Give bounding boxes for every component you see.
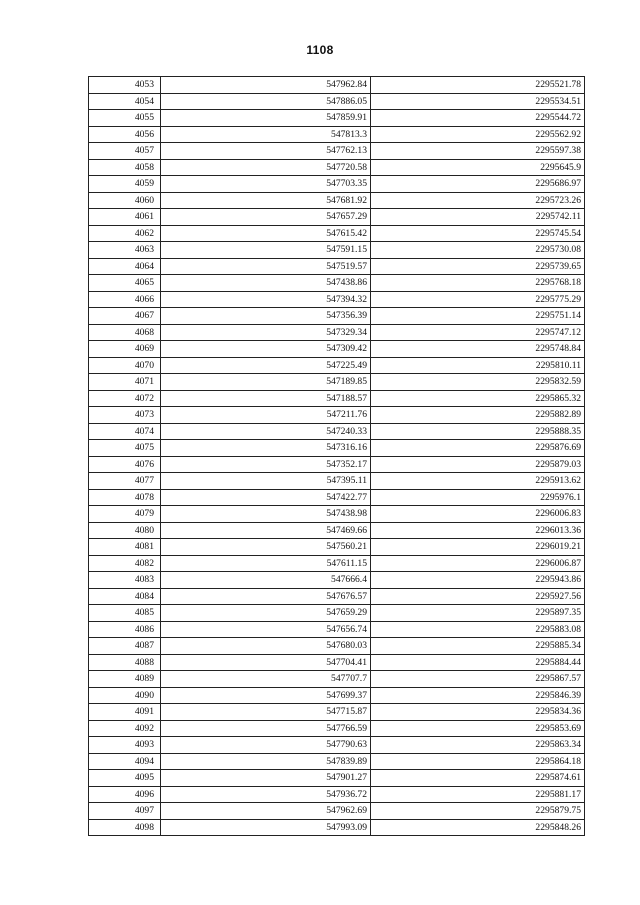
point-number-cell: 4082 bbox=[89, 555, 161, 572]
point-number-cell: 4060 bbox=[89, 192, 161, 209]
y-coordinate-cell: 2295686.97 bbox=[371, 176, 585, 193]
x-coordinate-cell: 547469.66 bbox=[161, 522, 371, 539]
y-coordinate-cell: 2295521.78 bbox=[371, 77, 585, 94]
y-coordinate-cell: 2295832.59 bbox=[371, 374, 585, 391]
point-number-cell: 4053 bbox=[89, 77, 161, 94]
y-coordinate-cell: 2295913.62 bbox=[371, 473, 585, 490]
y-coordinate-cell: 2295562.92 bbox=[371, 126, 585, 143]
x-coordinate-cell: 547680.03 bbox=[161, 638, 371, 655]
y-coordinate-cell: 2295865.32 bbox=[371, 390, 585, 407]
table-row bbox=[89, 803, 585, 820]
x-coordinate-cell: 547438.98 bbox=[161, 506, 371, 523]
x-coordinate-cell: 547790.63 bbox=[161, 737, 371, 754]
y-coordinate-cell: 2295879.03 bbox=[371, 456, 585, 473]
x-coordinate-cell: 547656.74 bbox=[161, 621, 371, 638]
x-coordinate-cell: 547189.85 bbox=[161, 374, 371, 391]
table-row bbox=[89, 753, 585, 770]
x-coordinate-cell: 547519.57 bbox=[161, 258, 371, 275]
point-number-cell: 4081 bbox=[89, 539, 161, 556]
x-coordinate-cell: 547936.72 bbox=[161, 786, 371, 803]
table-row bbox=[89, 539, 585, 556]
table-row bbox=[89, 126, 585, 143]
x-coordinate-cell: 547356.39 bbox=[161, 308, 371, 325]
table-row bbox=[89, 110, 585, 127]
table-row bbox=[89, 93, 585, 110]
y-coordinate-cell: 2295927.56 bbox=[371, 588, 585, 605]
table-row bbox=[89, 621, 585, 638]
point-number-cell: 4098 bbox=[89, 819, 161, 836]
x-coordinate-cell: 547901.27 bbox=[161, 770, 371, 787]
point-number-cell: 4083 bbox=[89, 572, 161, 589]
point-number-cell: 4085 bbox=[89, 605, 161, 622]
point-number-cell: 4056 bbox=[89, 126, 161, 143]
table-row bbox=[89, 291, 585, 308]
y-coordinate-cell: 2295976.1 bbox=[371, 489, 585, 506]
table-row bbox=[89, 588, 585, 605]
x-coordinate-cell: 547309.42 bbox=[161, 341, 371, 358]
table-row bbox=[89, 456, 585, 473]
point-number-cell: 4090 bbox=[89, 687, 161, 704]
x-coordinate-cell: 547962.69 bbox=[161, 803, 371, 820]
point-number-cell: 4087 bbox=[89, 638, 161, 655]
point-number-cell: 4084 bbox=[89, 588, 161, 605]
table-row bbox=[89, 357, 585, 374]
y-coordinate-cell: 2295739.65 bbox=[371, 258, 585, 275]
point-number-cell: 4093 bbox=[89, 737, 161, 754]
y-coordinate-cell: 2295885.34 bbox=[371, 638, 585, 655]
x-coordinate-cell: 547615.42 bbox=[161, 225, 371, 242]
y-coordinate-cell: 2295597.38 bbox=[371, 143, 585, 160]
point-number-cell: 4089 bbox=[89, 671, 161, 688]
table-row bbox=[89, 308, 585, 325]
y-coordinate-cell: 2295751.14 bbox=[371, 308, 585, 325]
y-coordinate-cell: 2295888.35 bbox=[371, 423, 585, 440]
x-coordinate-cell: 547211.76 bbox=[161, 407, 371, 424]
x-coordinate-cell: 547316.16 bbox=[161, 440, 371, 457]
point-number-cell: 4065 bbox=[89, 275, 161, 292]
coordinate-table bbox=[88, 76, 585, 836]
x-coordinate-cell: 547666.4 bbox=[161, 572, 371, 589]
point-number-cell: 4080 bbox=[89, 522, 161, 539]
table-row bbox=[89, 341, 585, 358]
point-number-cell: 4078 bbox=[89, 489, 161, 506]
point-number-cell: 4055 bbox=[89, 110, 161, 127]
y-coordinate-cell: 2295848.26 bbox=[371, 819, 585, 836]
y-coordinate-cell: 2295881.17 bbox=[371, 786, 585, 803]
x-coordinate-cell: 547188.57 bbox=[161, 390, 371, 407]
y-coordinate-cell: 2295534.51 bbox=[371, 93, 585, 110]
y-coordinate-cell: 2295730.08 bbox=[371, 242, 585, 259]
table-row bbox=[89, 225, 585, 242]
y-coordinate-cell: 2296013.36 bbox=[371, 522, 585, 539]
table-row bbox=[89, 654, 585, 671]
point-number-cell: 4096 bbox=[89, 786, 161, 803]
table-row bbox=[89, 687, 585, 704]
point-number-cell: 4077 bbox=[89, 473, 161, 490]
table-row bbox=[89, 605, 585, 622]
y-coordinate-cell: 2295775.29 bbox=[371, 291, 585, 308]
x-coordinate-cell: 547395.11 bbox=[161, 473, 371, 490]
table-row bbox=[89, 489, 585, 506]
table-row bbox=[89, 555, 585, 572]
table-row bbox=[89, 440, 585, 457]
x-coordinate-cell: 547859.91 bbox=[161, 110, 371, 127]
x-coordinate-cell: 547560.21 bbox=[161, 539, 371, 556]
x-coordinate-cell: 547681.92 bbox=[161, 192, 371, 209]
y-coordinate-cell: 2296006.83 bbox=[371, 506, 585, 523]
x-coordinate-cell: 547352.17 bbox=[161, 456, 371, 473]
point-number-cell: 4074 bbox=[89, 423, 161, 440]
y-coordinate-cell: 2295645.9 bbox=[371, 159, 585, 176]
x-coordinate-cell: 547715.87 bbox=[161, 704, 371, 721]
table-row bbox=[89, 143, 585, 160]
x-coordinate-cell: 547329.34 bbox=[161, 324, 371, 341]
point-number-cell: 4072 bbox=[89, 390, 161, 407]
point-number-cell: 4057 bbox=[89, 143, 161, 160]
y-coordinate-cell: 2295882.89 bbox=[371, 407, 585, 424]
table-row bbox=[89, 720, 585, 737]
point-number-cell: 4088 bbox=[89, 654, 161, 671]
table-row bbox=[89, 209, 585, 226]
table-row bbox=[89, 275, 585, 292]
table-row bbox=[89, 572, 585, 589]
point-number-cell: 4068 bbox=[89, 324, 161, 341]
y-coordinate-cell: 2295834.36 bbox=[371, 704, 585, 721]
point-number-cell: 4063 bbox=[89, 242, 161, 259]
y-coordinate-cell: 2295897.35 bbox=[371, 605, 585, 622]
point-number-cell: 4054 bbox=[89, 93, 161, 110]
x-coordinate-cell: 547394.32 bbox=[161, 291, 371, 308]
table-row bbox=[89, 423, 585, 440]
point-number-cell: 4092 bbox=[89, 720, 161, 737]
point-number-cell: 4075 bbox=[89, 440, 161, 457]
table-row bbox=[89, 819, 585, 836]
y-coordinate-cell: 2295745.54 bbox=[371, 225, 585, 242]
point-number-cell: 4059 bbox=[89, 176, 161, 193]
x-coordinate-cell: 547225.49 bbox=[161, 357, 371, 374]
point-number-cell: 4091 bbox=[89, 704, 161, 721]
x-coordinate-cell: 547762.13 bbox=[161, 143, 371, 160]
point-number-cell: 4094 bbox=[89, 753, 161, 770]
point-number-cell: 4061 bbox=[89, 209, 161, 226]
x-coordinate-cell: 547766.59 bbox=[161, 720, 371, 737]
point-number-cell: 4097 bbox=[89, 803, 161, 820]
y-coordinate-cell: 2295943.86 bbox=[371, 572, 585, 589]
point-number-cell: 4073 bbox=[89, 407, 161, 424]
y-coordinate-cell: 2295846.39 bbox=[371, 687, 585, 704]
point-number-cell: 4067 bbox=[89, 308, 161, 325]
y-coordinate-cell: 2295876.69 bbox=[371, 440, 585, 457]
y-coordinate-cell: 2295863.34 bbox=[371, 737, 585, 754]
x-coordinate-cell: 547839.89 bbox=[161, 753, 371, 770]
table-row bbox=[89, 258, 585, 275]
table-row bbox=[89, 786, 585, 803]
table-row bbox=[89, 159, 585, 176]
point-number-cell: 4064 bbox=[89, 258, 161, 275]
point-number-cell: 4076 bbox=[89, 456, 161, 473]
x-coordinate-cell: 547703.35 bbox=[161, 176, 371, 193]
x-coordinate-cell: 547438.86 bbox=[161, 275, 371, 292]
table-row bbox=[89, 638, 585, 655]
table-row bbox=[89, 324, 585, 341]
table-row bbox=[89, 407, 585, 424]
x-coordinate-cell: 547707.7 bbox=[161, 671, 371, 688]
point-number-cell: 4070 bbox=[89, 357, 161, 374]
y-coordinate-cell: 2295853.69 bbox=[371, 720, 585, 737]
x-coordinate-cell: 547657.29 bbox=[161, 209, 371, 226]
table-row bbox=[89, 390, 585, 407]
x-coordinate-cell: 547240.33 bbox=[161, 423, 371, 440]
y-coordinate-cell: 2295723.26 bbox=[371, 192, 585, 209]
table-row bbox=[89, 522, 585, 539]
y-coordinate-cell: 2295742.11 bbox=[371, 209, 585, 226]
x-coordinate-cell: 547962.84 bbox=[161, 77, 371, 94]
x-coordinate-cell: 547704.41 bbox=[161, 654, 371, 671]
table-row bbox=[89, 374, 585, 391]
y-coordinate-cell: 2295748.84 bbox=[371, 341, 585, 358]
table-row bbox=[89, 770, 585, 787]
point-number-cell: 4071 bbox=[89, 374, 161, 391]
y-coordinate-cell: 2295544.72 bbox=[371, 110, 585, 127]
x-coordinate-cell: 547813.3 bbox=[161, 126, 371, 143]
table-row bbox=[89, 77, 585, 94]
x-coordinate-cell: 547676.57 bbox=[161, 588, 371, 605]
table-row bbox=[89, 176, 585, 193]
x-coordinate-cell: 547886.05 bbox=[161, 93, 371, 110]
y-coordinate-cell: 2296006.87 bbox=[371, 555, 585, 572]
y-coordinate-cell: 2296019.21 bbox=[371, 539, 585, 556]
point-number-cell: 4095 bbox=[89, 770, 161, 787]
y-coordinate-cell: 2295879.75 bbox=[371, 803, 585, 820]
x-coordinate-cell: 547993.09 bbox=[161, 819, 371, 836]
coordinate-table-body bbox=[89, 77, 585, 836]
point-number-cell: 4062 bbox=[89, 225, 161, 242]
point-number-cell: 4069 bbox=[89, 341, 161, 358]
point-number-cell: 4066 bbox=[89, 291, 161, 308]
y-coordinate-cell: 2295768.18 bbox=[371, 275, 585, 292]
y-coordinate-cell: 2295883.08 bbox=[371, 621, 585, 638]
x-coordinate-cell: 547659.29 bbox=[161, 605, 371, 622]
y-coordinate-cell: 2295884.44 bbox=[371, 654, 585, 671]
table-row bbox=[89, 506, 585, 523]
y-coordinate-cell: 2295874.61 bbox=[371, 770, 585, 787]
page-number: 1108 bbox=[306, 43, 334, 57]
table-row bbox=[89, 242, 585, 259]
point-number-cell: 4079 bbox=[89, 506, 161, 523]
point-number-cell: 4086 bbox=[89, 621, 161, 638]
x-coordinate-cell: 547422.77 bbox=[161, 489, 371, 506]
table-row bbox=[89, 671, 585, 688]
table-row bbox=[89, 737, 585, 754]
point-number-cell: 4058 bbox=[89, 159, 161, 176]
x-coordinate-cell: 547699.37 bbox=[161, 687, 371, 704]
x-coordinate-cell: 547611.15 bbox=[161, 555, 371, 572]
x-coordinate-cell: 547720.58 bbox=[161, 159, 371, 176]
table-row bbox=[89, 704, 585, 721]
x-coordinate-cell: 547591.15 bbox=[161, 242, 371, 259]
y-coordinate-cell: 2295747.12 bbox=[371, 324, 585, 341]
y-coordinate-cell: 2295810.11 bbox=[371, 357, 585, 374]
table-row bbox=[89, 192, 585, 209]
y-coordinate-cell: 2295864.18 bbox=[371, 753, 585, 770]
table-row bbox=[89, 473, 585, 490]
y-coordinate-cell: 2295867.57 bbox=[371, 671, 585, 688]
